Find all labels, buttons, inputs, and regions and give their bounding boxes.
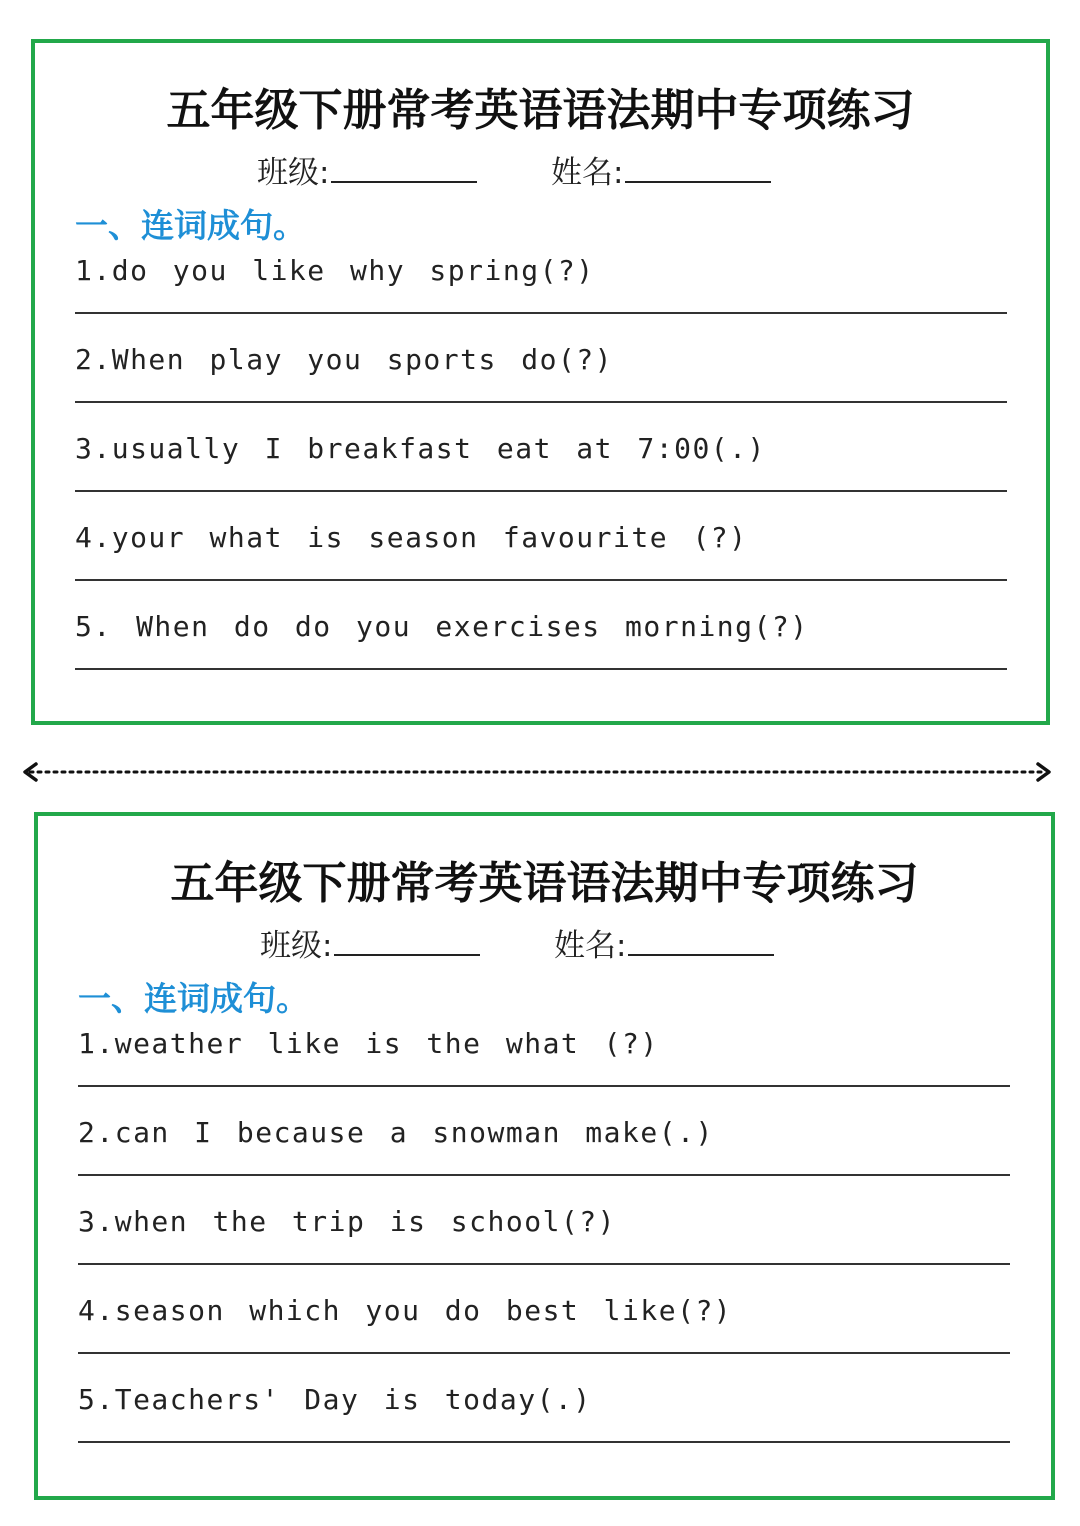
answer-line[interactable] — [78, 1352, 1010, 1354]
answer-line[interactable] — [75, 490, 1007, 492]
class-label: 班级: — [260, 928, 333, 964]
worksheet-title: 五年级下册常考英语语法期中专项练习 — [170, 858, 919, 909]
answer-line[interactable] — [78, 1174, 1010, 1176]
question-item — [78, 1115, 1013, 1204]
question-text: 1.do you like why spring(?) — [75, 254, 595, 287]
class-blank[interactable] — [334, 924, 480, 956]
class-label: 班级: — [257, 155, 330, 191]
question-item — [75, 609, 1010, 698]
question-text: 2.When play you sports do(?) — [75, 343, 614, 376]
question-item — [75, 342, 1010, 431]
answer-line[interactable] — [78, 1085, 1010, 1087]
student-info-row — [35, 151, 1046, 191]
question-item — [78, 1382, 1013, 1471]
question-text: 3.when the trip is school(?) — [78, 1205, 617, 1238]
question-item — [75, 431, 1010, 520]
worksheet-card-2 — [34, 812, 1055, 1500]
question-item — [78, 1204, 1013, 1293]
question-text: 2.can I because a snowman make(.) — [78, 1116, 714, 1149]
question-text: 4.your what is season favourite (?) — [75, 521, 748, 554]
question-text: 5. When do do you exercises morning(?) — [75, 610, 809, 643]
student-info-row — [38, 924, 1051, 964]
section-heading: 一、连词成句。 — [78, 979, 309, 1018]
name-field[interactable] — [554, 924, 774, 966]
question-text: 1.weather like is the what (?) — [78, 1027, 659, 1060]
question-text: 5.Teachers' Day is today(.) — [78, 1383, 592, 1416]
question-text: 3.usually I breakfast eat at 7:00(.) — [75, 432, 766, 465]
question-item — [75, 253, 1010, 342]
worksheet-card-1 — [31, 39, 1050, 725]
question-item — [75, 520, 1010, 609]
question-text: 4.season which you do best like(?) — [78, 1294, 733, 1327]
double-arrow-dotted-icon — [22, 761, 1052, 783]
section-heading: 一、连词成句。 — [75, 206, 306, 245]
worksheet-title: 五年级下册常考英语语法期中专项练习 — [166, 85, 915, 136]
answer-line[interactable] — [75, 579, 1007, 581]
class-field[interactable] — [260, 924, 480, 966]
name-field[interactable] — [551, 151, 771, 193]
answer-line[interactable] — [78, 1441, 1010, 1443]
name-label: 姓名: — [554, 928, 627, 964]
name-blank[interactable] — [625, 151, 771, 183]
name-blank[interactable] — [628, 924, 774, 956]
class-field[interactable] — [257, 151, 477, 193]
name-label: 姓名: — [551, 155, 624, 191]
answer-line[interactable] — [75, 401, 1007, 403]
answer-line[interactable] — [75, 312, 1007, 314]
question-item — [78, 1026, 1013, 1115]
question-item — [78, 1293, 1013, 1382]
class-blank[interactable] — [331, 151, 477, 183]
answer-line[interactable] — [75, 668, 1007, 670]
answer-line[interactable] — [78, 1263, 1010, 1265]
